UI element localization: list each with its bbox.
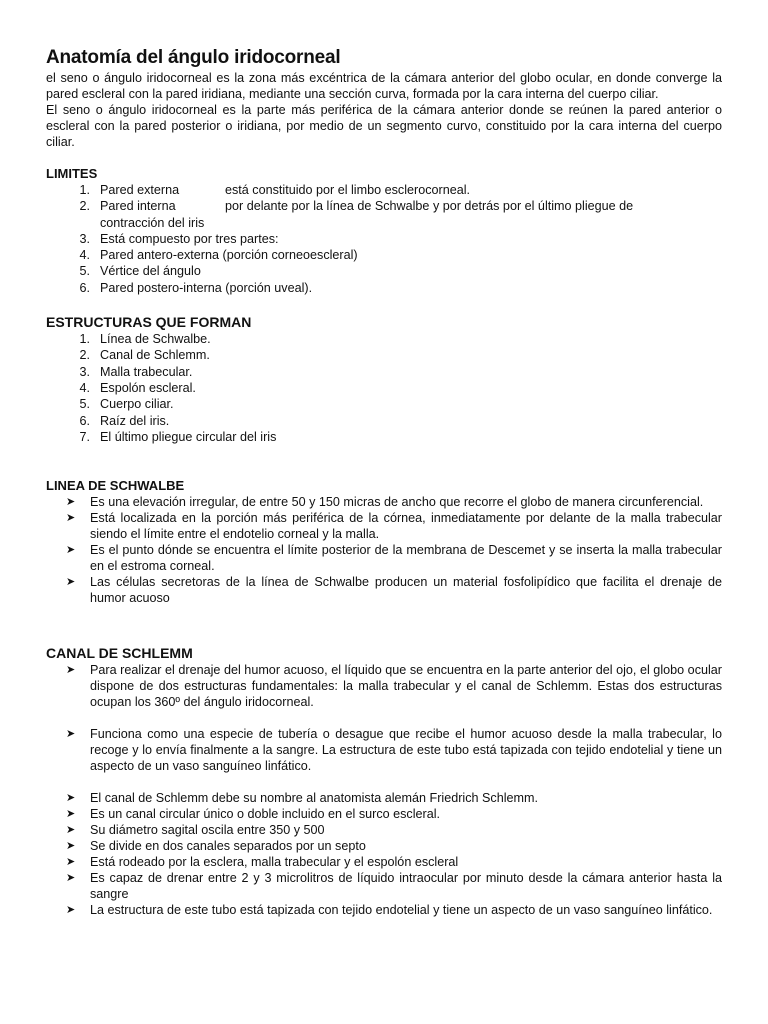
list-item <box>46 280 722 296</box>
estructuras-heading: ESTRUCTURAS QUE FORMAN <box>46 314 252 331</box>
item-number: 6. <box>79 413 90 428</box>
item-text: Raíz del iris. <box>100 413 170 428</box>
item-text: Se divide en dos canales separados por un septo <box>90 839 366 854</box>
list-item <box>46 331 722 347</box>
schwalbe-list <box>46 494 722 606</box>
list-item <box>46 247 722 263</box>
list-item <box>46 726 722 774</box>
estructuras-list <box>46 331 722 445</box>
schlemm-list-3 <box>46 790 722 918</box>
list-item <box>46 231 722 247</box>
item-text: Es el punto dónde se encuentra el límite posterior de la membrana de Descemet y se inserta la malla trabecular en el estroma corneal. <box>90 543 722 574</box>
item-text: Pared postero-interna (porción uveal). <box>100 280 313 295</box>
item-text: La estructura de este tubo está tapizada con tejido endotelial y tiene un aspecto de un vaso sanguíneo linfático. <box>90 903 713 918</box>
list-item <box>46 822 722 838</box>
arrow-bullet-icon: ➤ <box>66 904 76 917</box>
item-number: 7. <box>79 429 90 444</box>
arrow-bullet-icon: ➤ <box>66 872 76 885</box>
list-item <box>46 396 722 412</box>
arrow-bullet-icon: ➤ <box>66 576 76 589</box>
intro-paragraph-1: el seno o ángulo iridocorneal es la zona más excéntrica de la cámara anterior del globo ocular, en donde converge la pared escleral con la pared iridiana, mediante una sección curva, formada por la cara interna del cuerpo ciliar. <box>46 71 722 101</box>
arrow-bullet-icon: ➤ <box>66 496 76 509</box>
list-item <box>46 806 722 822</box>
list-item <box>46 198 722 214</box>
item-number: 4. <box>79 380 90 395</box>
item-text: Su diámetro sagital oscila entre 350 y 500 <box>90 823 325 838</box>
list-item <box>46 662 722 710</box>
item-label: Pared interna <box>100 199 176 214</box>
item-text: Está rodeado por la esclera, malla trabecular y el espolón escleral <box>90 855 459 870</box>
item-number: 5. <box>79 397 90 412</box>
item-text: Es una elevación irregular, de entre 50 y 150 micras de ancho que recorre el globo de manera circunferencial. <box>90 495 704 510</box>
list-item <box>46 902 722 918</box>
item-text: Está compuesto por tres partes: <box>100 231 279 246</box>
arrow-bullet-icon: ➤ <box>66 792 76 805</box>
item-text: Es un canal circular único o doble incluido en el surco escleral. <box>90 807 441 822</box>
item-number: 2. <box>79 199 90 214</box>
item-number: 2. <box>79 348 90 363</box>
list-item-continuation <box>46 215 722 231</box>
item-text: Es capaz de drenar entre 2 y 3 microlitros de líquido intraocular por minuto desde la cámara anterior hasta la sangre <box>90 871 722 902</box>
limites-heading: LIMITES <box>46 166 98 181</box>
list-item <box>46 510 722 542</box>
item-text: Malla trabecular. <box>100 364 193 379</box>
item-continuation: contracción del iris <box>100 215 205 230</box>
schlemm-list-1 <box>46 662 722 710</box>
document-page <box>46 46 722 918</box>
document-title: Anatomía del ángulo iridocorneal <box>46 47 341 68</box>
item-number: 3. <box>79 364 90 379</box>
item-number: 6. <box>79 280 90 295</box>
list-item <box>46 494 722 510</box>
item-text: Funciona como una especie de tubería o desague que recibe el humor acuoso desde la malla trabecular, lo recoge y lo envía finalmente a la sangre. La estructura de este tubo está tapizada con tejido endotelial y tiene un aspecto de un vaso sanguíneo linfático. <box>90 727 722 774</box>
item-description: está constituido por el limbo esclerocorneal. <box>225 183 471 197</box>
item-text: Línea de Schwalbe. <box>100 332 211 347</box>
list-item <box>46 380 722 396</box>
intro-paragraph-2: El seno o ángulo iridocorneal es la parte más periférica de la cámara anterior donde se reúnen la pared anterior o escleral con la pared posterior o iridiana, por medio de un segmento curvo, constituido por la cara interna del cuerpo ciliar. <box>46 103 722 149</box>
list-item <box>46 364 722 380</box>
arrow-bullet-icon: ➤ <box>66 840 76 853</box>
schwalbe-heading: LINEA DE SCHWALBE <box>46 478 185 494</box>
item-number: 3. <box>79 231 90 246</box>
arrow-bullet-icon: ➤ <box>66 808 76 821</box>
list-item <box>46 263 722 279</box>
item-text: El canal de Schlemm debe su nombre al anatomista alemán Friedrich Schlemm. <box>90 791 538 806</box>
arrow-bullet-icon: ➤ <box>66 728 76 741</box>
arrow-bullet-icon: ➤ <box>66 664 76 677</box>
schlemm-list-2 <box>46 726 722 774</box>
list-item <box>46 574 722 606</box>
limites-list <box>46 182 722 296</box>
item-text: Pared antero-externa (porción corneoescleral) <box>100 248 358 263</box>
item-number: 4. <box>79 248 90 263</box>
arrow-bullet-icon: ➤ <box>66 856 76 869</box>
list-item <box>46 838 722 854</box>
item-text: Las células secretoras de la línea de Schwalbe producen un material fosfolipídico que facilita el drenaje de humor acuoso <box>90 575 722 606</box>
list-item <box>46 182 722 198</box>
list-item <box>46 870 722 902</box>
item-text: Vértice del ángulo <box>100 264 201 279</box>
list-item <box>46 429 722 445</box>
list-item <box>46 790 722 806</box>
item-label: Pared externa <box>100 183 180 197</box>
item-text: Espolón escleral. <box>100 380 196 395</box>
arrow-bullet-icon: ➤ <box>66 512 76 525</box>
item-number: 1. <box>79 332 90 347</box>
list-item <box>46 413 722 429</box>
item-number: 5. <box>79 264 90 279</box>
list-item <box>46 542 722 574</box>
schlemm-heading: CANAL DE SCHLEMM <box>46 645 193 662</box>
item-text: Está localizada en la porción más periférica de la córnea, inmediatamente por delante de la malla trabecular siendo el límite entre el endotelio corneal y la malla. <box>90 511 722 542</box>
item-number: 1. <box>79 183 90 197</box>
item-text: El último pliegue circular del iris <box>100 429 277 444</box>
list-item <box>46 347 722 363</box>
item-text: Cuerpo ciliar. <box>100 397 174 412</box>
arrow-bullet-icon: ➤ <box>66 824 76 837</box>
list-item <box>46 854 722 870</box>
item-text: Para realizar el drenaje del humor acuoso, el líquido que se encuentra en la parte anterior del ojo, el globo ocular dispone de dos estructuras fundamentales: la malla trabecular y el canal de Schlemm. Estas dos estructuras ocupan los 360º del ángulo iridocorneal. <box>90 663 722 710</box>
item-description: por delante por la línea de Schwalbe y por detrás por el último pliegue de <box>225 199 634 214</box>
item-text: Canal de Schlemm. <box>100 348 210 363</box>
arrow-bullet-icon: ➤ <box>66 544 76 557</box>
